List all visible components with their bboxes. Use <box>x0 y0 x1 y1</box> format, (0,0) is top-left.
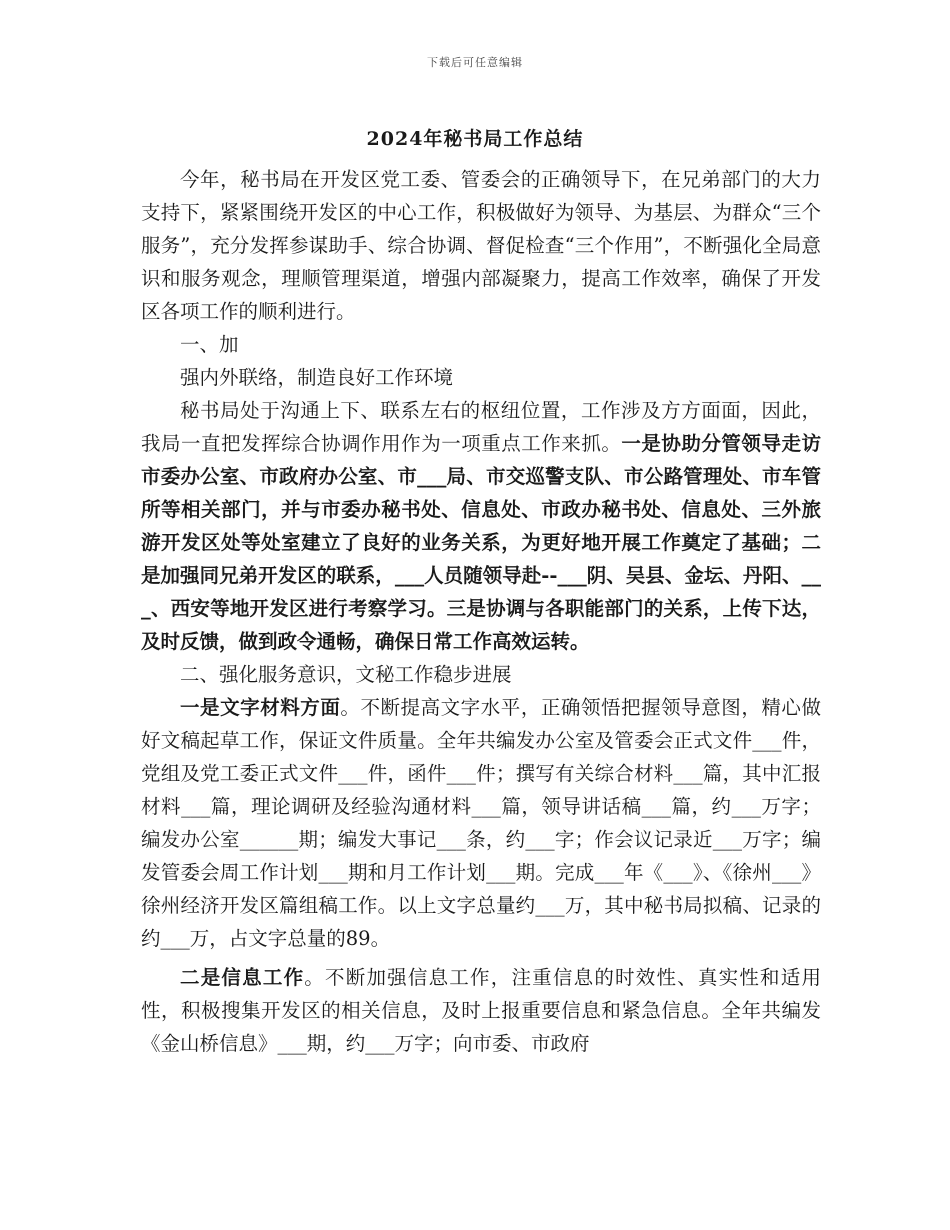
section1-bold-text: 一是协助分管领导走访市委办公室、市政府办公室、市___局、市交巡警支队、市公路管理处、市车管所等相关部门，并与市委办秘书处、信息处、市政办秘书处、信息处、三外旅游开发区处等处室建立了良好的业务关系，为更好地开展工作奠定了基础；二是加强同兄弟开发区的联系，___人员随领导赴--___阴、吴县、金坛、丹阳、___、西安等地开发区进行考察学习。三是协调与各职能部门的关系，上传下达，及时反馈，做到政令通畅，确保日常工作高效运转。 <box>141 432 821 653</box>
intro-paragraph: 今年，秘书局在开发区党工委、管委会的正确领导下，在兄弟部门的大力支持下，紧紧围绕开发区的中心工作，积极做好为领导、为基层、为群众“三个服务”，充分发挥参谋助手、综合协调、督促检查“三个作用”，不断强化全局意识和服务观念，理顺管理渠道，增强内部凝聚力，提高工作效率，确保了开发区各项工作的顺利进行。 <box>141 168 821 323</box>
section2-heading: 二、强化服务意识，文秘工作稳步进展 <box>180 663 512 686</box>
section2-paragraph <box>141 691 821 955</box>
document-body <box>141 163 821 1060</box>
section3-paragraph <box>141 961 821 1060</box>
section1-heading-part2: 强内外联络，制造良好工作环境 <box>180 366 454 389</box>
section3-lead: 二是信息工作 <box>180 966 305 989</box>
page-header: 下载后可任意编辑 <box>427 56 523 69</box>
section2-lead: 一是文字材料方面 <box>180 696 341 719</box>
section1-heading-part1: 一、加 <box>180 333 239 356</box>
section1-text: 秘书局处于沟通上下、联系左右的枢纽位置，工作涉及方方面面，因此，我局一直把发挥综合协调作用作为一项重点工作来抓。 <box>141 399 821 455</box>
section3-text: 。不断加强信息工作，注重信息的时效性、真实性和适用性，积极搜集开发区的相关信息，及时上报重要信息和紧急信息。全年共编发《金山桥信息》___期，约___万字；向市委、市政府 <box>141 966 821 1055</box>
section2-text: 。不断提高文字水平，正确领悟把握领导意图，精心做好文稿起草工作，保证文件质量。全年共编发办公室及管委会正式文件___件，党组及党工委正式文件___件，函件___件；撰写有关综合材料___篇，其中汇报材料___篇，理论调研及经验沟通材料___篇，领导讲话稿___篇，约___万字；编发办公室______期；编发大事记___条，约___字；作会议记录近___万字；编发管委会周工作计划___期和月工作计划___期。完成___年《___》、《徐州___》徐州经济开发区篇组稿工作。以上文字总量约___万，其中秘书局拟稿、记录的约___万，占文字总量的89。 <box>141 696 821 950</box>
document-title: 2024年秘书局工作总结 <box>366 128 584 150</box>
section1-paragraph <box>141 394 821 658</box>
